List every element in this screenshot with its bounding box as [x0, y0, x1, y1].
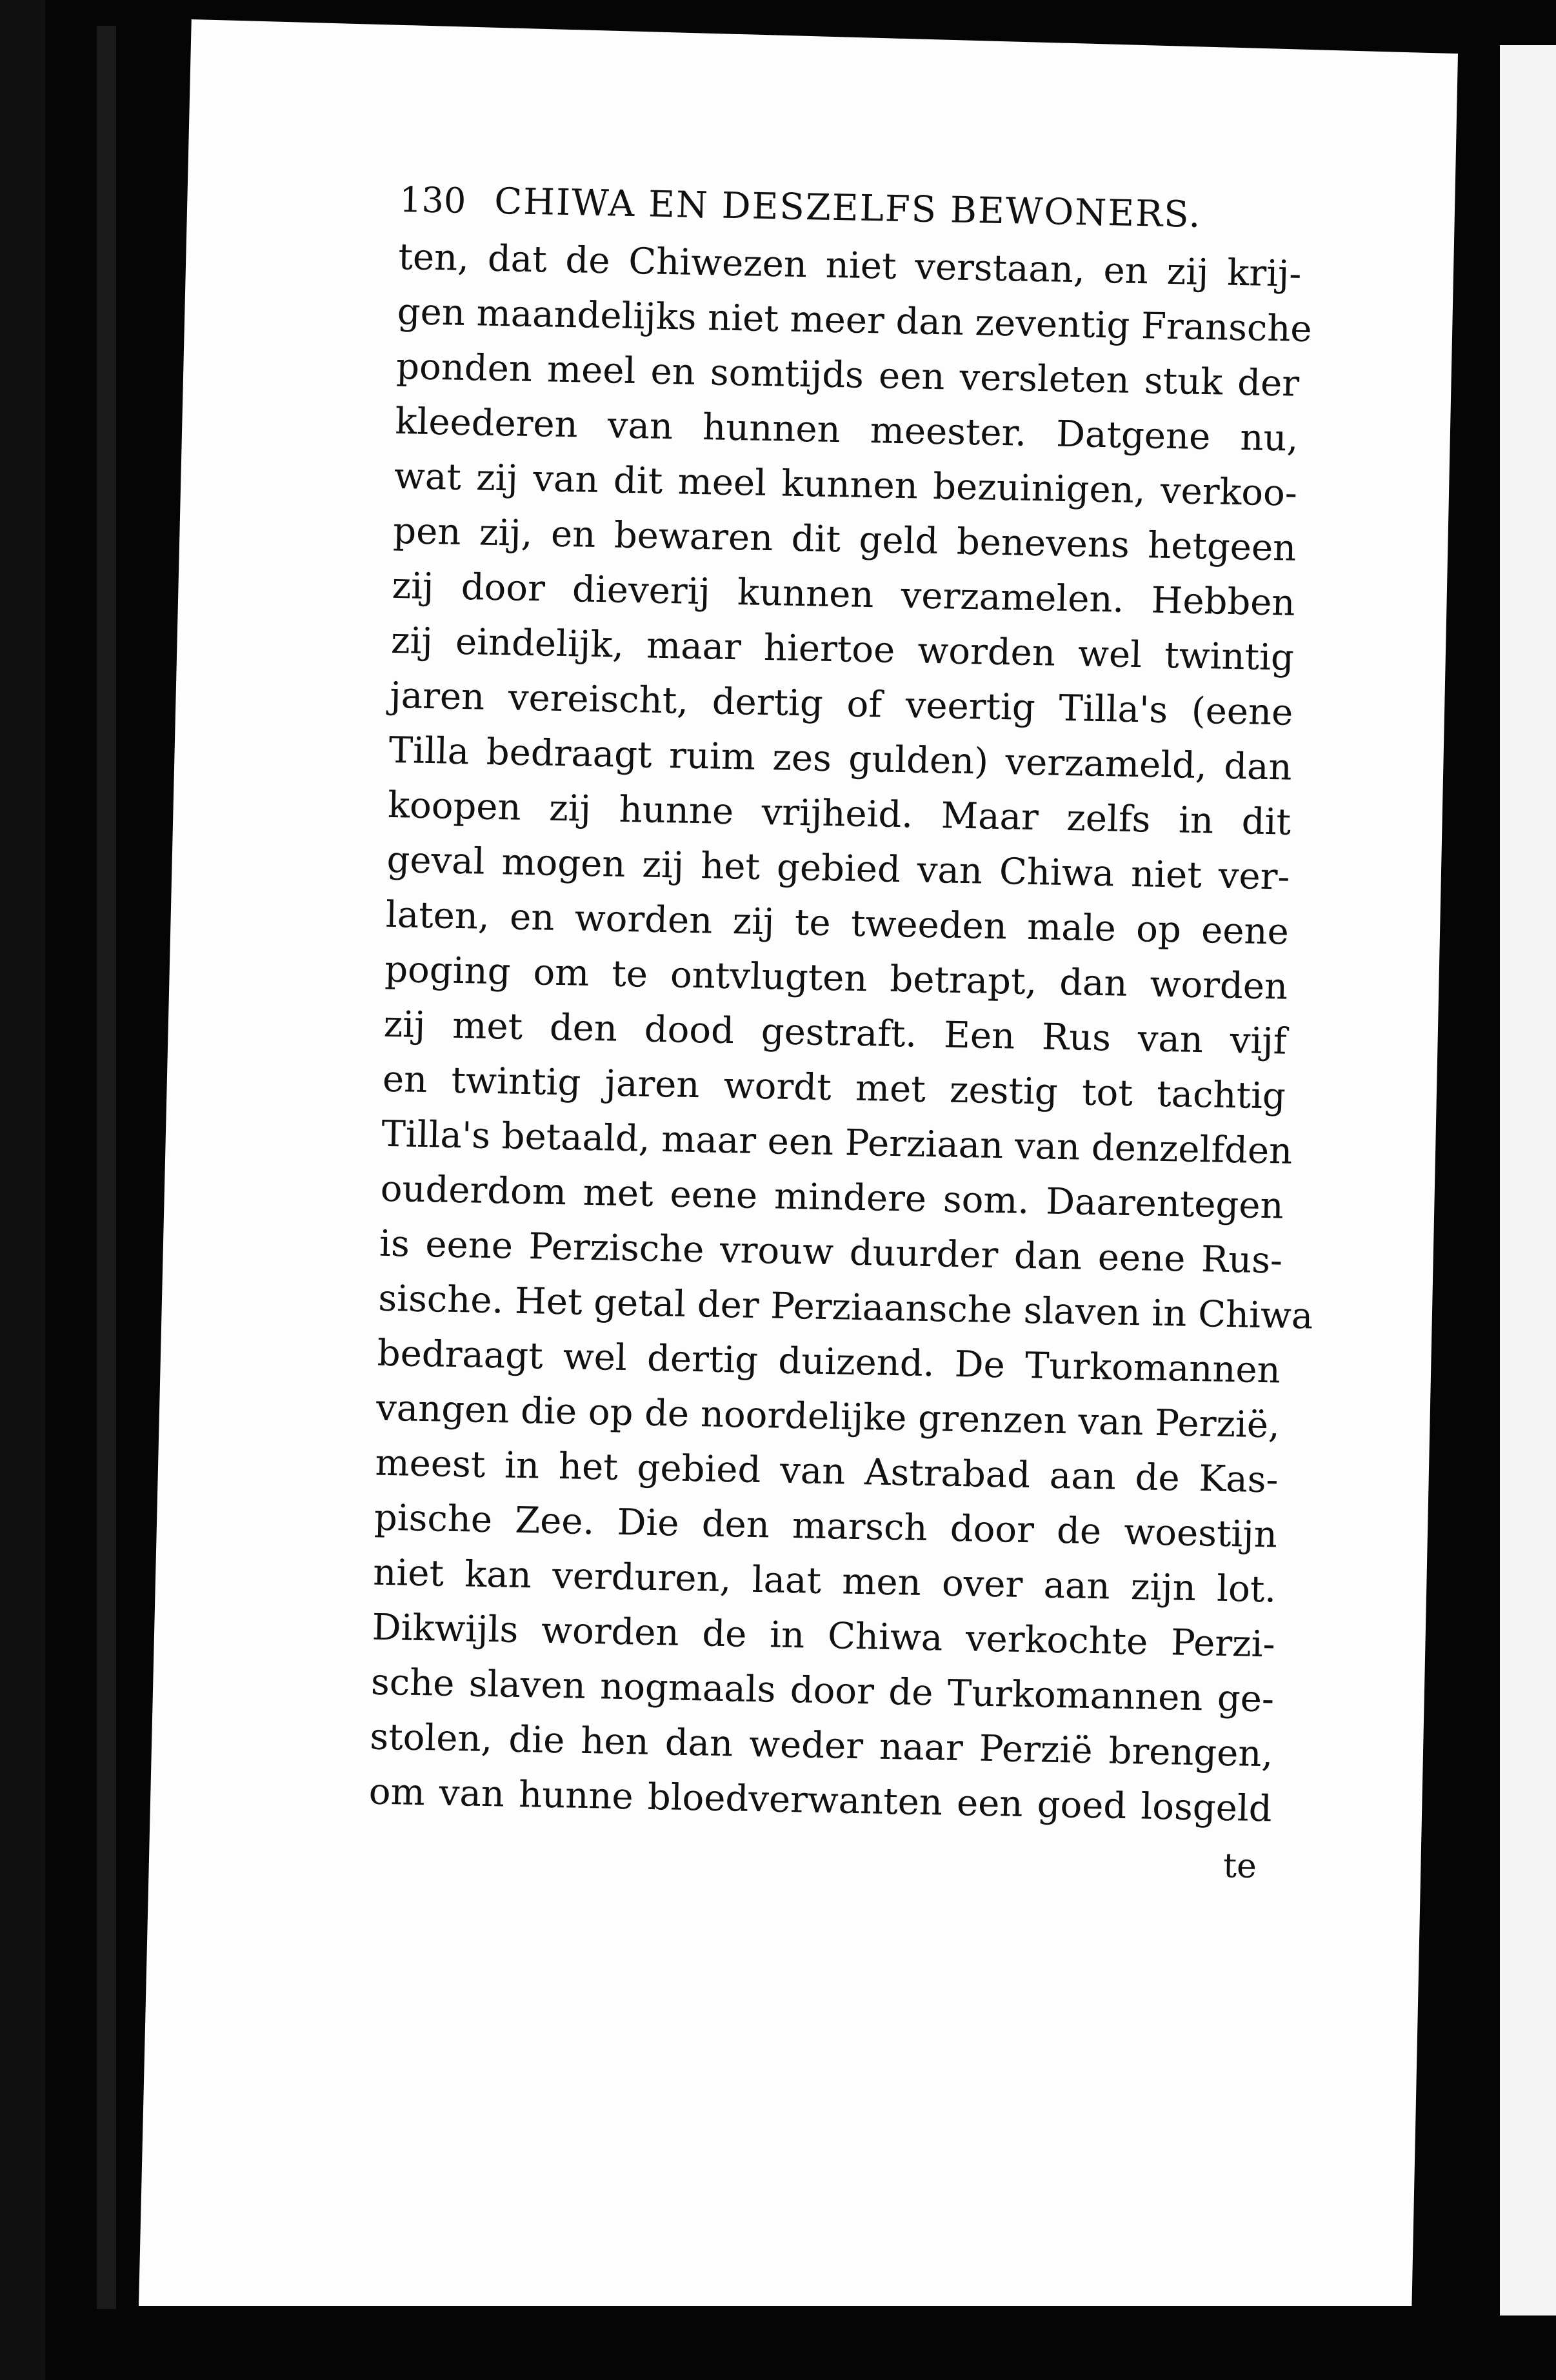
page-text-block — [367, 174, 1313, 1896]
text-line: zij eindelijk, maar hiertoe worden wel twintig — [390, 619, 1295, 679]
text-line: koopen zij hunne vrijheid. Maar zelfs in dit — [387, 784, 1292, 844]
text-line: pische Zee. Die den marsch door de woestijn — [374, 1496, 1278, 1556]
body-text — [368, 230, 1313, 1836]
text-line: niet kan verduren, laat men over aan zijn lot. — [372, 1551, 1277, 1611]
page-number: 130 — [399, 179, 466, 221]
running-title: CHIWA EN DESZELFS BEWONERS. — [494, 180, 1202, 236]
text-line: zij door dieverij kunnen verzamelen. Hebben — [392, 564, 1296, 624]
text-line: bedraagt wel dertig duizend. De Turkomannen — [377, 1332, 1281, 1392]
text-line: vangen die op de noordelijke grenzen van Perzië, — [375, 1387, 1281, 1447]
adjacent-page-edge — [1500, 45, 1556, 2316]
text-line: laten, en worden zij te tweeden male op eene — [385, 893, 1290, 953]
text-line: poging om te ontvlugten betrapt, dan worden — [384, 948, 1288, 1008]
text-line: pen zij, en bewaren dit geld benevens hetgeen — [392, 510, 1297, 570]
text-line: jaren vereischt, dertig of veertig Tilla's (eene — [389, 674, 1293, 734]
book-spine-inner-edge — [97, 26, 116, 2309]
text-line: kleederen van hunnen meester. Datgene nu, — [395, 400, 1299, 460]
book-spine-edge — [0, 0, 45, 2380]
text-line: ouderdom met eene mindere som. Daarentegen — [380, 1167, 1284, 1227]
text-line: om van hunne bloedverwanten een goed losgeld — [368, 1770, 1273, 1830]
text-line: ten, dat de Chiwezen niet verstaan, en zij krij- — [397, 235, 1302, 295]
text-line: Tilla bedraagt ruim zes gulden) verzameld, dan — [388, 729, 1293, 789]
text-line: en twintig jaren wordt met zestig tot tachtig — [382, 1058, 1286, 1118]
text-line: geval mogen zij het gebied van Chiwa niet ver- — [386, 838, 1290, 898]
text-line: Dikwijls worden de in Chiwa verkochte Perzi- — [372, 1606, 1276, 1666]
catchword: te — [1222, 1846, 1257, 1886]
text-line: gen maandelijks niet meer dan zeventig Fransche — [397, 290, 1313, 351]
text-line: sische. Het getal der Perziaansche slaven in Chiwa — [377, 1277, 1313, 1338]
text-line: is eene Perzische vrouw duurder dan eene Rus- — [379, 1222, 1283, 1282]
text-line: zij met den dood gestraft. Een Rus van vijf — [383, 1003, 1288, 1063]
text-line: ponden meel en somtijds een versleten stuk der — [395, 345, 1300, 405]
text-line: wat zij van dit meel kunnen bezuinigen, verkoo- — [394, 455, 1298, 515]
text-line: Tilla's betaald, maar een Perziaan van denzelfden — [381, 1113, 1293, 1173]
text-line: sche slaven nogmaals door de Turkomannen ge- — [370, 1661, 1275, 1721]
text-line: meest in het gebied van Astrabad aan de Kas- — [375, 1442, 1279, 1502]
text-line: stolen, die hen dan weder naar Perzië brengen, — [369, 1716, 1273, 1776]
